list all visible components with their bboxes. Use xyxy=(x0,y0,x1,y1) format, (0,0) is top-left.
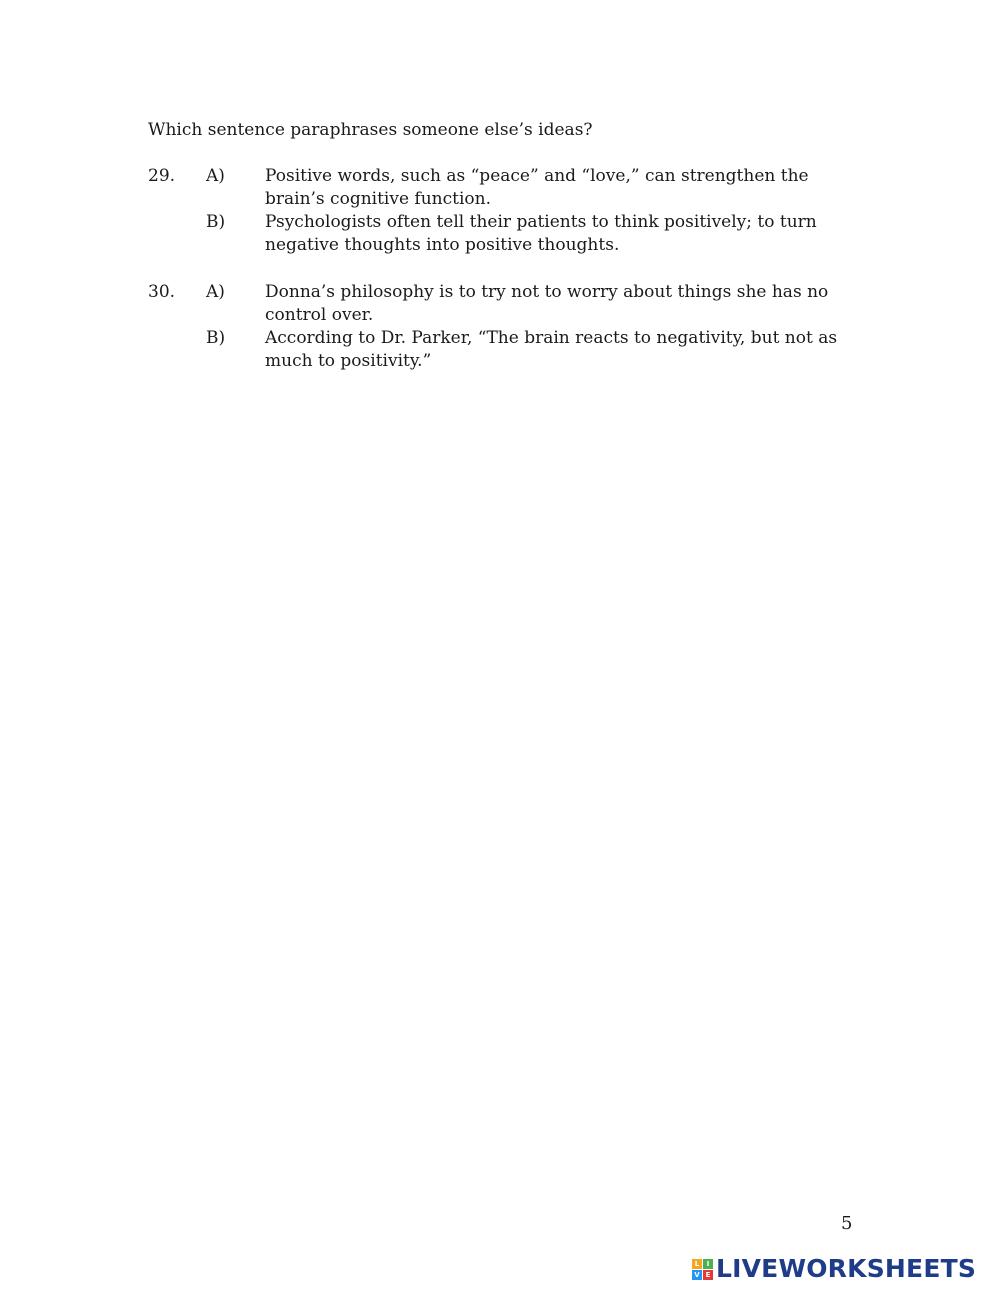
option-text: Psychologists often tell their patients to think positively; to turn negative thoughts into positive thoughts. xyxy=(265,212,817,255)
question-30 xyxy=(148,281,858,373)
answer-option-b[interactable] xyxy=(206,327,865,373)
answer-option-a[interactable] xyxy=(206,281,865,327)
brand-name: LIVEWORKSHEETS xyxy=(716,1254,977,1283)
option-text: Positive words, such as “peace” and “love,” can strengthen the brain’s cognitive function. xyxy=(265,166,809,209)
option-text: Donna’s philosophy is to try not to worry about things she has no control over. xyxy=(265,282,829,325)
question-number: 30. xyxy=(148,282,176,302)
page-number: 5 xyxy=(841,1213,853,1234)
logo-letter: V xyxy=(692,1270,702,1280)
question-number: 29. xyxy=(148,166,176,186)
question-29 xyxy=(148,165,858,257)
option-letter: B) xyxy=(206,212,226,232)
logo-letter: I xyxy=(703,1259,713,1269)
option-letter: B) xyxy=(206,328,226,348)
answer-option-a[interactable] xyxy=(206,165,865,211)
option-letter: A) xyxy=(206,166,225,186)
question-instruction: Which sentence paraphrases someone else’s ideas? xyxy=(148,120,593,140)
logo-letter: E xyxy=(703,1270,713,1280)
logo-grid-icon xyxy=(692,1259,713,1280)
option-text: According to Dr. Parker, “The brain reacts to negativity, but not as much to positivity.” xyxy=(265,328,838,371)
logo-letter: L xyxy=(692,1259,702,1269)
option-letter: A) xyxy=(206,282,225,302)
liveworksheets-logo[interactable] xyxy=(692,1254,976,1284)
answer-option-b[interactable] xyxy=(206,211,865,257)
